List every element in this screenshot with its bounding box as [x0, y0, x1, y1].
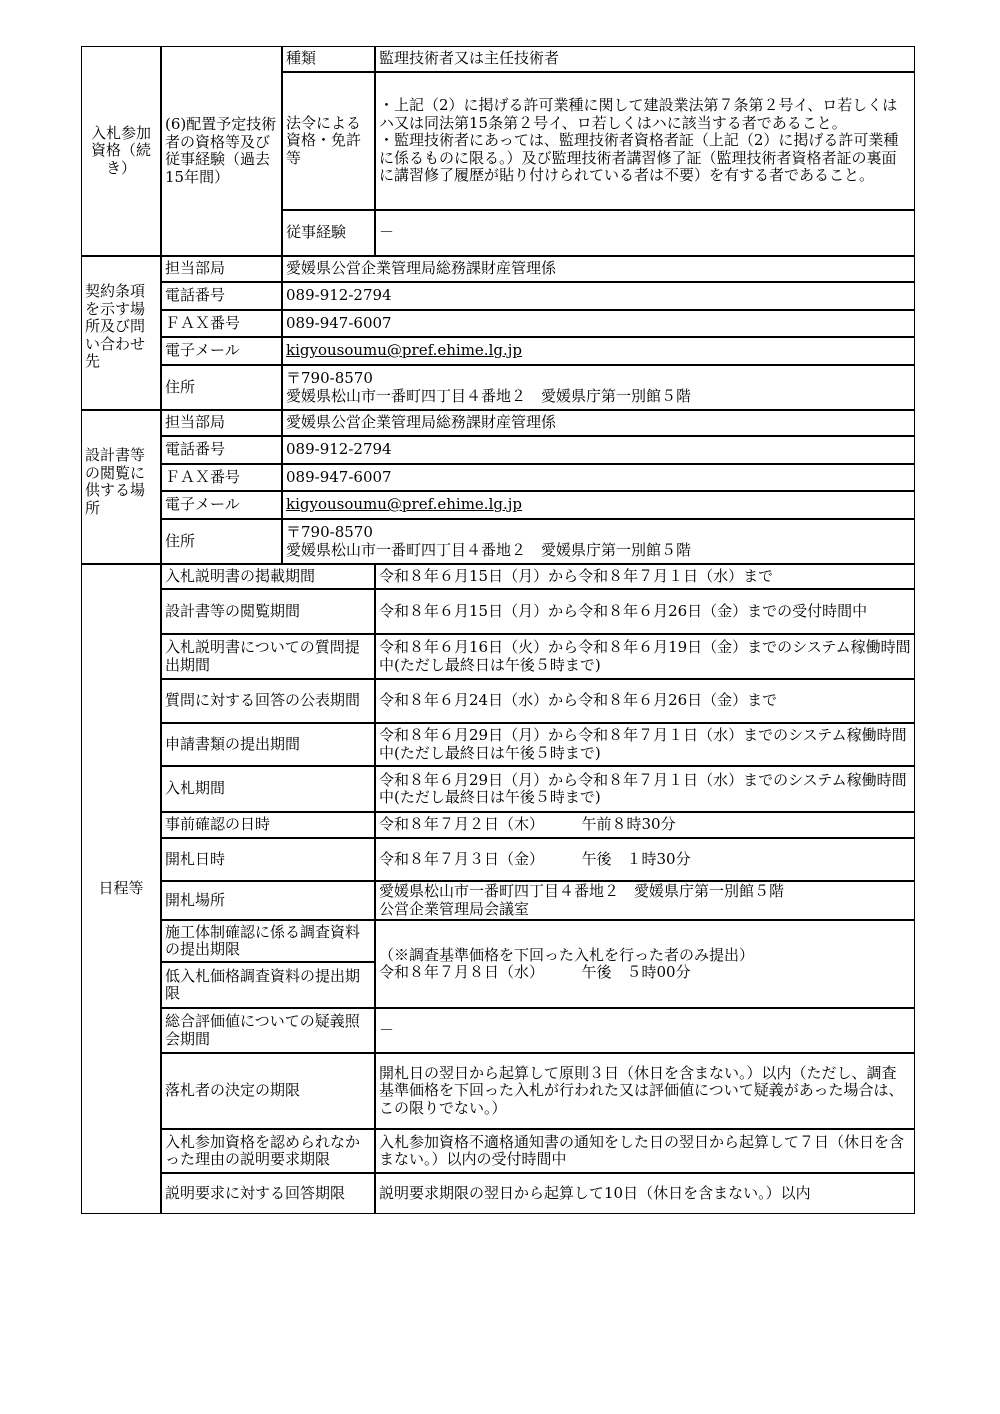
schedule-value-award: [375, 1053, 915, 1129]
schedule-label-reply-deadline: [161, 1173, 375, 1214]
section-design-docs: [81, 410, 161, 564]
section-qualification: [81, 46, 161, 256]
venue-address: 愛媛県松山市一番町四丁目４番地２ 愛媛県庁第一別館５階: [379, 882, 785, 900]
value-text: 令和８年６月29日（月）から令和８年７月１日（水）までのシステム稼働時間中(ただし最終日は午後５時まで): [379, 770, 907, 806]
contract-email-label: [161, 337, 282, 365]
label-text: 種類: [286, 49, 317, 68]
contract-dept-label: [161, 256, 282, 282]
email-link[interactable]: kigyousoumu@pref.ehime.lg.jp: [286, 341, 522, 360]
label-text: 施工体制確認に係る調査資料の提出期限: [165, 922, 361, 958]
schedule-label-precheck: [161, 812, 375, 838]
design-email-value[interactable]: [282, 491, 915, 519]
label-text: 開札場所: [165, 890, 226, 909]
schedule-label-award: [161, 1053, 375, 1129]
contract-fax-value: [282, 310, 915, 337]
label-text: 電話番号: [165, 440, 226, 459]
contract-phone-value: [282, 282, 915, 310]
label-text: 住所: [165, 531, 196, 550]
label-text: 従事経験: [286, 223, 347, 242]
schedule-label-reason-request: [161, 1129, 375, 1173]
value-text: 愛媛県公営企業管理局総務課財産管理係: [286, 413, 557, 432]
label-text: 説明要求に対する回答期限: [165, 1183, 346, 1202]
value-text: 089-912-2794: [286, 440, 392, 459]
value-text: 監理技術者又は主任技術者: [379, 49, 560, 68]
design-phone-value: [282, 436, 915, 464]
schedule-label-opening: [161, 838, 375, 881]
schedule-value-precheck: [375, 812, 915, 838]
design-address-value: [282, 519, 915, 564]
value-text: 089-947-6007: [286, 313, 392, 332]
label-text: 総合評価値についての疑義照会期間: [165, 1012, 360, 1048]
experience-label: [282, 210, 375, 256]
schedule-value-application: [375, 723, 915, 766]
contract-address-value: [282, 365, 915, 410]
label-text: ＦＡＸ番号: [165, 313, 241, 332]
value-text: 089-912-2794: [286, 286, 392, 305]
schedule-value-bidding: [375, 766, 915, 812]
contract-fax-label: [161, 310, 282, 337]
value-text: 令和８年７月３日（金） 午後 １時30分: [379, 849, 691, 868]
schedule-label-posting: [161, 564, 375, 589]
schedule-label-inquiry: [161, 1008, 375, 1053]
subsection-title: (6)配置予定技術者の資格等及び従事経験（過去15年間）: [165, 115, 277, 186]
contract-phone-label: [161, 282, 282, 310]
value-text: 開札日の翌日から起算して原則３日（休日を含まない。）以内（ただし、調査基準価格を下回った入札が行われた又は評価値について疑義があった場合は、この限りでない。）: [379, 1063, 904, 1117]
label-text: 電子メール: [165, 495, 240, 514]
value-text: 令和８年６月15日（月）から令和８年７月１日（水）まで: [379, 566, 774, 585]
schedule-label-low-bid-survey: [161, 962, 375, 1008]
label-text: 担当部局: [165, 413, 226, 432]
schedule-value-survey-deadline: [375, 920, 915, 1008]
section-schedule: [81, 564, 161, 1214]
schedule-value-opening: [375, 838, 915, 881]
law-label: [282, 72, 375, 210]
schedule-label-question: [161, 634, 375, 679]
section-contract-contact: [81, 256, 161, 410]
design-phone-label: [161, 436, 282, 464]
label-text: 電子メール: [165, 341, 240, 360]
value-text: －: [379, 223, 395, 242]
survey-note: （※調査基準価格を下回った入札を行った者のみ提出）: [379, 945, 755, 964]
section-title: 契約条項を示す場所及び問い合わせ先: [85, 282, 146, 370]
schedule-value-venue: [375, 881, 915, 920]
postal-code: 〒790-8570: [286, 523, 373, 541]
schedule-value-inspection: [375, 589, 915, 634]
venue-room: 公営企業管理局会議室: [379, 899, 530, 918]
label-text: 落札者の決定の期限: [165, 1081, 301, 1100]
schedule-value-posting: [375, 564, 915, 589]
survey-deadline: 令和８年７月８日（水） 午後 ５時00分: [379, 963, 691, 981]
section-title: 日程等: [98, 879, 144, 898]
value-text: 入札参加資格不適格通知書の通知をした日の翌日から起算して７日（休日を含まない。）以内の受付時間中: [379, 1132, 905, 1168]
label-text: 法令による資格・免許等: [286, 113, 362, 167]
kind-label: [282, 46, 375, 72]
label-text: 事前確認の日時: [165, 815, 271, 834]
schedule-value-inquiry: [375, 1008, 915, 1053]
law-value: [375, 72, 915, 210]
schedule-label-inspection: [161, 589, 375, 634]
experience-value: [375, 210, 915, 256]
value-text: 愛媛県公営企業管理局総務課財産管理係: [286, 259, 557, 278]
design-dept-value: [282, 410, 915, 436]
design-dept-label: [161, 410, 282, 436]
section-title: 設計書等の閲覧に供する場所: [85, 446, 146, 517]
law-text-1: ・上記（2）に掲げる許可業種に関して建設業法第７条第２号イ、ロ若しくはハ又は同法第15条第２号イ、ロ若しくはハに該当する者であること。: [379, 96, 898, 132]
value-text: 089-947-6007: [286, 467, 392, 486]
label-text: 入札期間: [165, 779, 226, 798]
schedule-label-venue: [161, 881, 375, 920]
label-text: 開札日時: [165, 849, 226, 868]
section-title: 入札参加資格（続き）: [90, 123, 151, 177]
label-text: ＦＡＸ番号: [165, 467, 241, 486]
label-text: 電話番号: [165, 286, 226, 305]
label-text: 担当部局: [165, 259, 226, 278]
contract-dept-value: [282, 256, 915, 282]
value-text: 説明要求期限の翌日から起算して10日（休日を含まない。）以内: [379, 1183, 811, 1202]
design-address-label: [161, 519, 282, 564]
schedule-value-reason-request: [375, 1129, 915, 1173]
value-text: 令和８年６月24日（水）から令和８年６月26日（金）まで: [379, 691, 778, 710]
design-email-label: [161, 491, 282, 519]
schedule-label-bidding: [161, 766, 375, 812]
schedule-label-construction-survey: [161, 920, 375, 962]
label-text: 住所: [165, 377, 196, 396]
label-text: 入札参加資格を認められなかった理由の説明要求期限: [165, 1132, 361, 1168]
address-text: 愛媛県松山市一番町四丁目４番地２ 愛媛県庁第一別館５階: [286, 540, 692, 559]
law-text-2: ・監理技術者にあっては、監理技術者資格者証（上記（2）に掲げる許可業種に係るものに限る。）及び監理技術者講習修了証（監理技術者資格者証の裏面に講習修了履歴が貼り付けられている者は不要）を有する者であること。: [379, 131, 899, 185]
label-text: 入札説明書の掲載期間: [165, 566, 316, 585]
value-text: 令和８年６月15日（月）から令和８年６月26日（金）までの受付時間中: [379, 601, 868, 620]
contract-email-value[interactable]: [282, 337, 915, 365]
notice-table: [81, 46, 915, 1214]
design-fax-label: [161, 464, 282, 491]
email-link[interactable]: kigyousoumu@pref.ehime.lg.jp: [286, 495, 522, 514]
label-text: 入札説明書についての質問提出期間: [165, 638, 360, 674]
schedule-label-application: [161, 723, 375, 766]
value-text: －: [379, 1020, 395, 1039]
subsection-assigned-engineer: [161, 46, 282, 256]
contract-address-label: [161, 365, 282, 410]
schedule-value-question: [375, 634, 915, 679]
value-text: 令和８年７月２日（木） 午前８時30分: [379, 815, 676, 834]
postal-code: 〒790-8570: [286, 369, 373, 387]
kind-value: [375, 46, 915, 72]
schedule-value-answer: [375, 679, 915, 723]
schedule-label-answer: [161, 679, 375, 723]
label-text: 設計書等の閲覧期間: [165, 601, 301, 620]
label-text: 申請書類の提出期間: [165, 734, 301, 753]
label-text: 低入札価格調査資料の提出期限: [165, 966, 361, 1002]
label-text: 質問に対する回答の公表期間: [165, 691, 361, 710]
design-fax-value: [282, 464, 915, 491]
value-text: 令和８年６月16日（火）から令和８年６月19日（金）までのシステム稼働時間中(ただし最終日は午後５時まで): [379, 638, 911, 674]
schedule-value-reply-deadline: [375, 1173, 915, 1214]
value-text: 令和８年６月29日（月）から令和８年７月１日（水）までのシステム稼働時間中(ただし最終日は午後５時まで): [379, 726, 907, 762]
address-text: 愛媛県松山市一番町四丁目４番地２ 愛媛県庁第一別館５階: [286, 386, 692, 405]
